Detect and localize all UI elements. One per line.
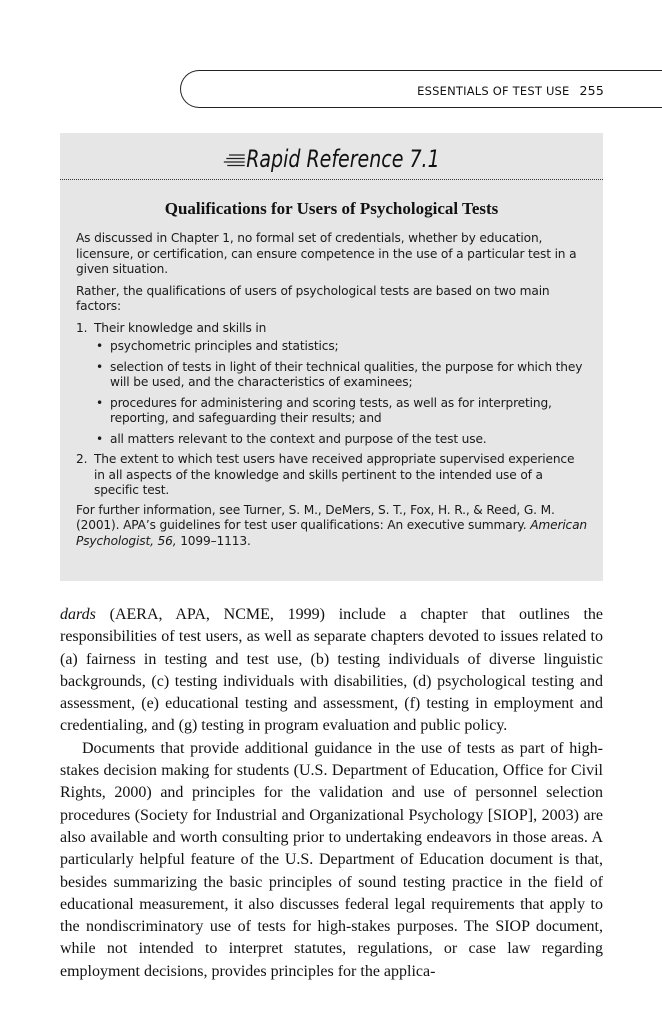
- bullet-icon: •: [96, 395, 104, 410]
- paragraph-text: (AERA, APA, NCME, 1999) include a chapter that outlines the responsibilities of test users, as well as separate chapters devoted to issues related to (a) fairness in testing and test use, (b) testing individuals of diverse linguistic backgrounds, (c) testing individuals with disabilities, (d) psychological testing and assessment, (e) educational testing and assessment, (f) testing in employment and credentialing, and (g) testing in program evaluation and public policy.: [60, 606, 603, 735]
- bullet-list: [94, 339, 587, 447]
- box-body: [76, 231, 587, 555]
- list-item-text: selection of tests in light of their technical qualities, the purpose for which they will be used, and the characteristics of examinees;: [110, 359, 583, 389]
- main-text: [60, 604, 603, 983]
- body-paragraph-1: [60, 604, 603, 738]
- italic-word: dards: [60, 606, 96, 623]
- list-item: [94, 432, 587, 448]
- list-item: [94, 396, 587, 427]
- item-number: 2.: [76, 452, 88, 466]
- list-item: [94, 339, 587, 355]
- item-text: Their knowledge and skills in: [94, 320, 267, 335]
- citation: [76, 503, 587, 550]
- numbered-item-1: [76, 321, 587, 448]
- dotted-divider: [60, 179, 603, 180]
- intro-paragraph: As discussed in Chapter 1, no formal set of credentials, whether by education, licensure, or certification, can ensure competence in the use of a particular test in a given situation.: [76, 231, 577, 276]
- speed-lines-icon: [223, 153, 244, 167]
- item-number: 1.: [76, 320, 88, 335]
- list-item: [94, 360, 587, 391]
- list-item-text: procedures for administering and scoring tests, as well as for interpreting, reporting, and safeguarding their results; and: [110, 395, 552, 425]
- rapid-reference-box: [60, 133, 603, 581]
- bullet-icon: •: [96, 431, 104, 446]
- bullet-icon: •: [96, 339, 104, 353]
- rapid-reference-title-text: Rapid Reference 7.1: [246, 145, 440, 173]
- body-paragraph-2: Documents that provide additional guidance in the use of tests as part of high-stakes decision making for students (U.S. Department of Education, Office for Civil Rights, 2000) and principles for the validation and use of personnel selection procedures (Society for Industrial and Organizational Psychology [SIOP], 2003) are also available and worth consulting prior to undertaking endeavors in those areas. A particularly helpful feature of the U.S. Department of Education document is that, besides summarizing the basic principles of sound testing practice in the field of educational measurement, it also discusses federal legal requirements that apply to the nondiscriminatory use of tests for high-stakes purposes. The SIOP document, while not intended to interpret statutes, regulations, or case law regarding employment decisions, provides principles for the applica-: [60, 739, 603, 980]
- list-item-text: psychometric principles and statistics;: [110, 339, 339, 353]
- citation-pages: 1099–1113.: [176, 533, 251, 548]
- numbered-item-2: [76, 452, 587, 499]
- list-item-text: all matters relevant to the context and purpose of the test use.: [110, 431, 487, 446]
- box-heading: Qualifications for Users of Psychological Tests: [164, 199, 499, 218]
- rather-paragraph: Rather, the qualifications of users of psychological tests are based on two main factors:: [76, 283, 550, 313]
- item-text: The extent to which test users have received appropriate supervised experience in all aspects of the knowledge and skills pertinent to the intended use of a specific test.: [94, 452, 575, 497]
- running-head: [417, 83, 604, 98]
- bullet-icon: •: [96, 359, 104, 374]
- running-head-title: ESSENTIALS OF TEST USE: [417, 84, 570, 98]
- citation-text: For further information, see Turner, S. M., DeMers, S. T., Fox, H. R., & Reed, G. M. (2001). APA’s guidelines for test user qualifications: An executive summary.: [76, 502, 555, 532]
- rapid-reference-title: [93, 145, 571, 173]
- page-number: 255: [579, 83, 604, 98]
- citation-journal: American Psychologist, 56,: [76, 518, 588, 548]
